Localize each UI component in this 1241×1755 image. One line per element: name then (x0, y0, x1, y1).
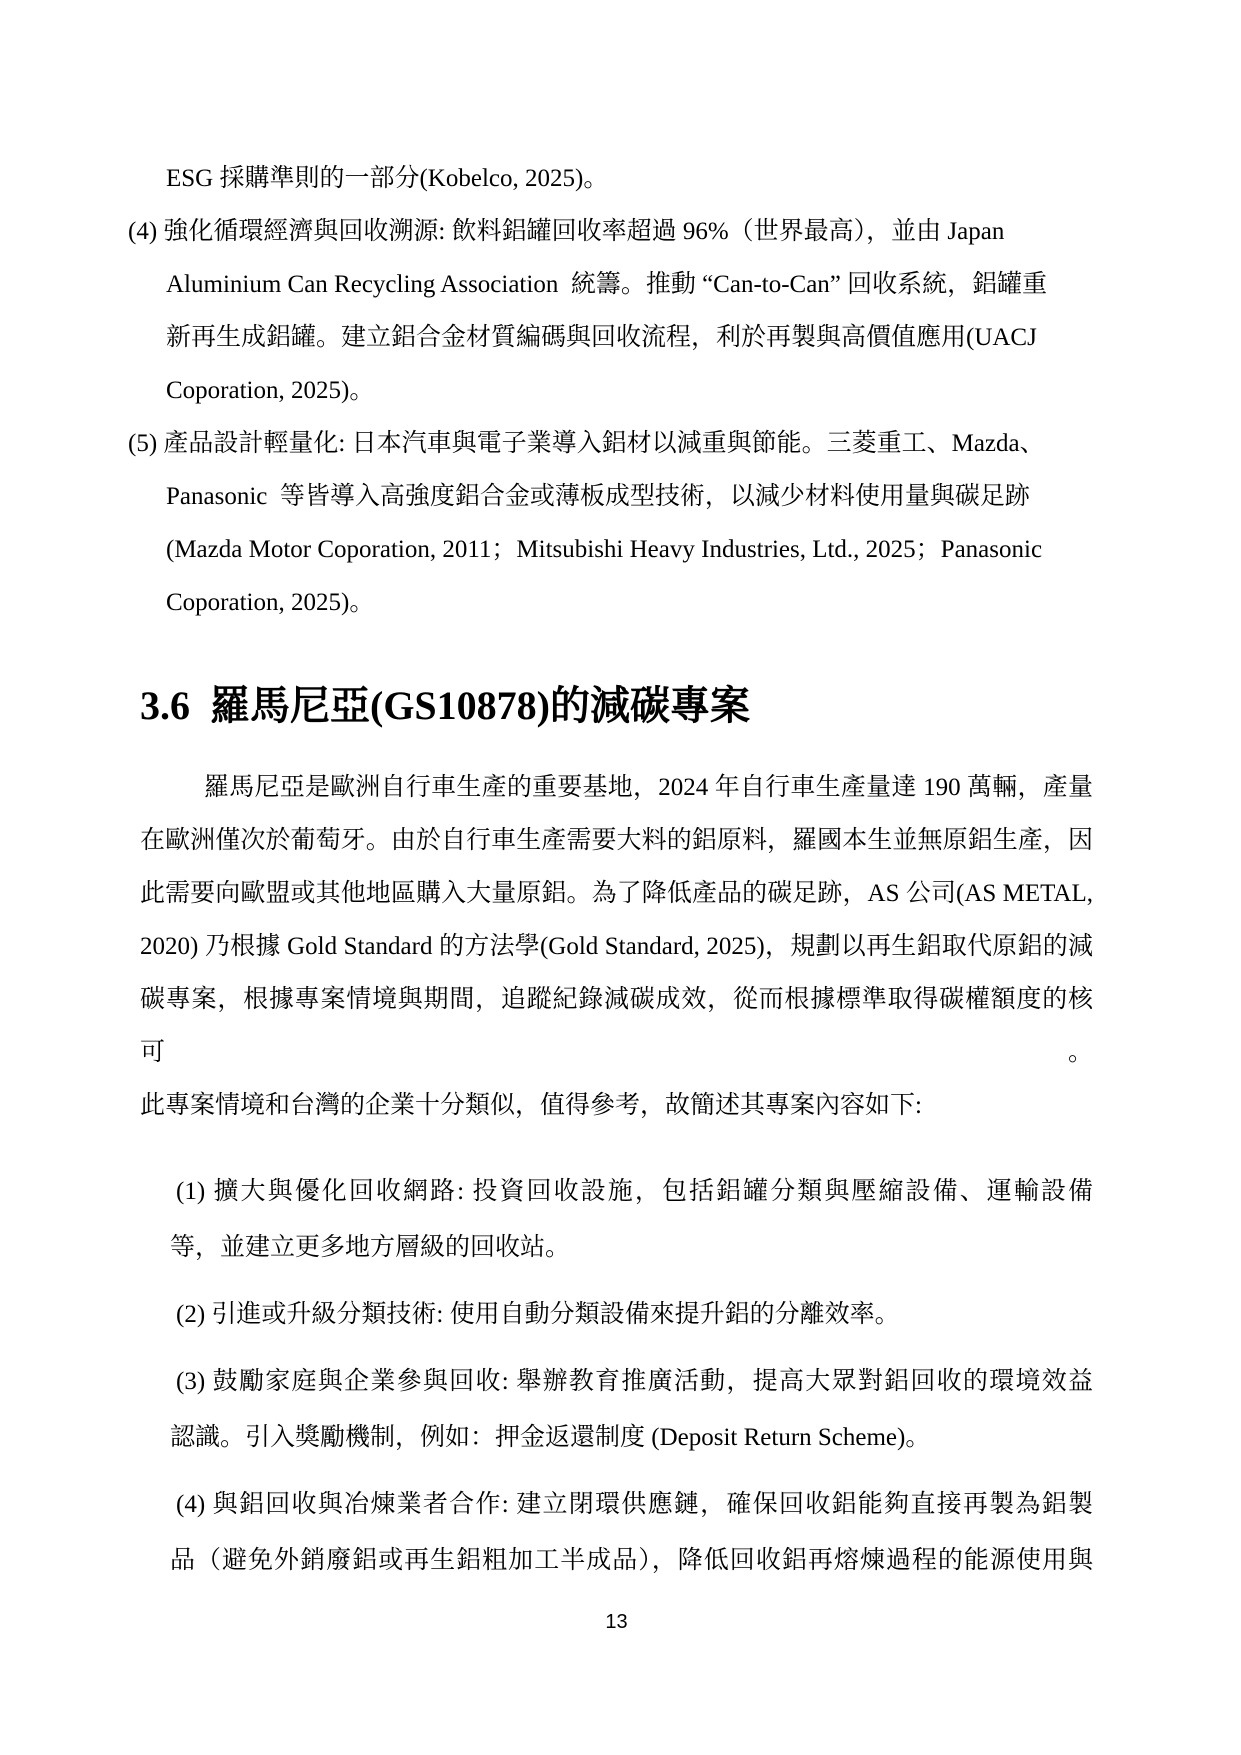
text-line: Coporation, 2025)。 (166, 377, 375, 404)
text-line: 品（避免外銷廢鋁或再生鋁粗加工半成品），降低回收鋁再熔煉過程的能源使用與 (170, 1547, 1093, 1574)
text-line: 在歐洲僅次於葡萄牙。由於自行車生產需要大料的鋁原料，羅國本生並無原鋁生產，因 (140, 827, 1093, 854)
text-line: ESG 採購準則的一部分(Kobelco, 2025)。 (166, 165, 609, 192)
text-line: 羅馬尼亞是歐洲自行車生產的重要基地，2024 年自行車生產量達 190 萬輛，產量 (204, 774, 1093, 801)
text-line: (4) 強化循環經濟與回收溯源: 飲料鋁罐回收率超過 96%（世界最高），並由 Japan (128, 218, 1005, 245)
intro-paragraph (140, 761, 1093, 1132)
text-line: (3) 鼓勵家庭與企業參與回收: 舉辦教育推廣活動，提高大眾對鋁回收的環境效益 (176, 1368, 1093, 1395)
text-line: (1) 擴大與優化回收網路: 投資回收設施，包括鋁罐分類與壓縮設備、運輸設備 (176, 1178, 1093, 1205)
section-heading (140, 677, 1093, 735)
text-line: 認識。引入獎勵機制，例如：押金返還制度 (Deposit Return Scheme)。 (170, 1424, 931, 1451)
section-heading-number: 3.6 (140, 683, 190, 728)
text-line: (Mazda Motor Coporation, 2011；Mitsubishi Heavy Industries, Ltd., 2025；Panasonic (166, 536, 1043, 563)
previous-section-list (128, 152, 1093, 629)
text-line: (5) 產品設計輕量化: 日本汽車與電子業導入鋁材以減重與節能。三菱重工、Mazda、 (128, 430, 1045, 457)
text-line: 此需要向歐盟或其他地區購入大量原鋁。為了降低產品的碳足跡，AS 公司(AS METAL, (140, 880, 1093, 907)
page-number: 13 (605, 1611, 628, 1633)
text-line: 2020) 乃根據 Gold Standard 的方法學(Gold Standard, 2025)，規劃以再生鋁取代原鋁的減 (140, 933, 1093, 960)
project-measures-list (140, 1164, 1093, 1589)
section-heading-title: 羅馬尼亞(GS10878)的減碳專案 (210, 683, 750, 728)
text-line: Aluminium Can Recycling Association 統籌。推動 “Can-to-Can” 回收系統，鋁罐重 (166, 271, 1048, 298)
text-line: Coporation, 2025)。 (166, 589, 375, 616)
text-line: Panasonic 等皆導入高強度鋁合金或薄板成型技術，以減少材料使用量與碳足跡 (166, 483, 1030, 510)
text-line: 此專案情境和台灣的企業十分類似，值得參考，故簡述其專案內容如下: (140, 1092, 922, 1119)
text-line: (2) 引進或升級分類技術: 使用自動分類設備來提升鋁的分離效率。 (176, 1301, 900, 1328)
text-line: 等，並建立更多地方層級的回收站。 (170, 1234, 571, 1261)
text-line: 新再生成鋁罐。建立鋁合金材質編碼與回收流程，利於再製與高價值應用(UACJ (166, 324, 1037, 351)
text-line: 碳專案，根據專案情境與期間，追蹤紀錄減碳成效，從而根據標準取得碳權額度的核可。 (140, 986, 1093, 1066)
text-line: (4) 與鋁回收與冶煉業者合作: 建立閉環供應鏈，確保回收鋁能夠直接再製為鋁製 (176, 1491, 1093, 1518)
